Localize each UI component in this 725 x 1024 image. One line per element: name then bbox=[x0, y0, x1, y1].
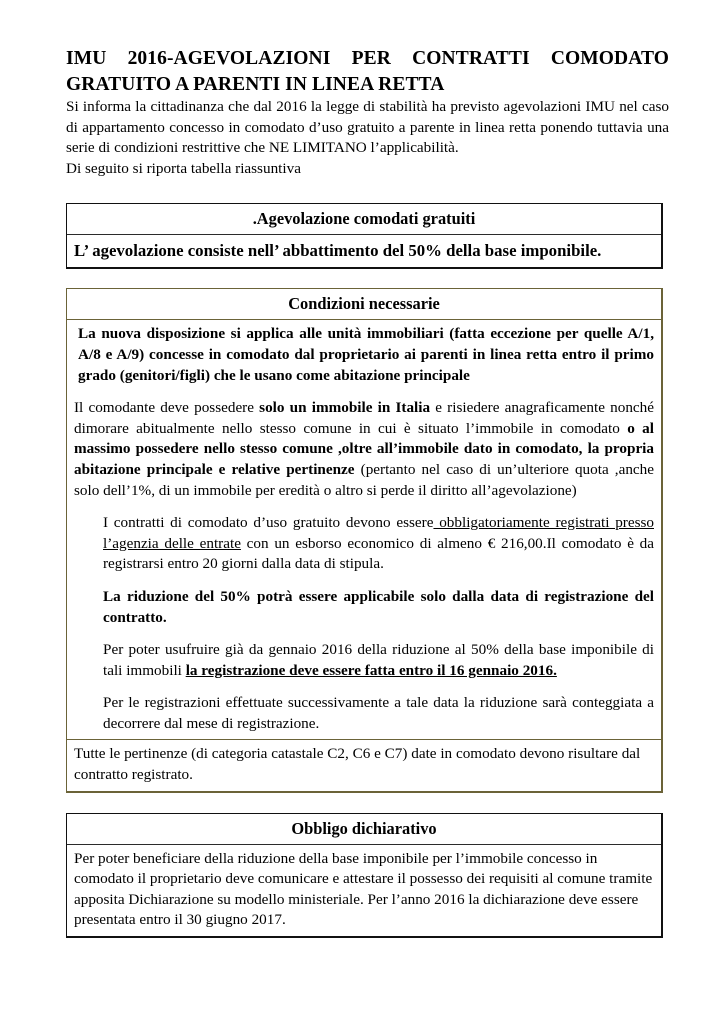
condizioni-body-cell bbox=[67, 319, 661, 739]
para3-segment-1: I contratti di comodato d’uso gratuito devono essere bbox=[103, 514, 434, 532]
table-row bbox=[67, 234, 661, 267]
obbligo-header-cell: Obbligo dichiarativo bbox=[67, 814, 661, 844]
table-obbligo-wrapper bbox=[66, 813, 669, 938]
condizioni-para-3 bbox=[103, 513, 654, 575]
table-row bbox=[67, 814, 661, 844]
table-row bbox=[67, 204, 661, 234]
table-agevolazione bbox=[66, 203, 663, 269]
para2-segment-1: Il comodante deve possedere bbox=[74, 399, 260, 417]
table-row bbox=[67, 844, 661, 936]
para5-bold-underline-1: la registrazione deve essere fatta entro il 16 gennaio 2016. bbox=[185, 661, 557, 679]
condizioni-para-4-text: La riduzione del 50% potrà essere applicabile solo dalla data di registrazione del contratto. bbox=[103, 587, 654, 626]
sub-intro-paragraph: Di seguito si riporta tabella riassuntiva bbox=[66, 159, 301, 177]
para3-underline-1: obbligatoriamente registrati presso l’agenzia delle entrate bbox=[103, 514, 654, 552]
page-title-line-2: GRATUITO A PARENTI IN LINEA RETTA bbox=[66, 73, 445, 95]
condizioni-para-6: Per le registrazioni effettuate successivamente a tale data la riduzione sarà conteggiata a decorrere dal mese di registrazione. bbox=[103, 694, 654, 732]
para2-segment-3: (pertanto nel caso di un’ulteriore quota ,anche solo dell’1%, di un immobile per eredità o altro si perde il diritto all’agevolazione) bbox=[74, 460, 655, 499]
para2-bold-2: o al massimo possedere nello stesso comune ,oltre all’immobile dato in comodato, la propria abitazione principale e relative pertinenze bbox=[74, 419, 654, 478]
intro-paragraph: Si informa la cittadinanza che dal 2016 la legge di stabilità ha previsto agevolazioni IMU nel caso di appartamento concesso in comodato d’uso gratuito a parente in linea retta ponendo tuttavia una serie di condizioni restrittive che NE LIMITANO l’applicabilità. bbox=[66, 98, 669, 157]
page-title bbox=[66, 46, 669, 97]
condizioni-para-2 bbox=[74, 398, 654, 501]
condizioni-para-1 bbox=[74, 324, 654, 386]
condizioni-para-1-text: La nuova disposizione si applica alle unità immobiliari (fatta eccezione per quelle A/1, A/8 e A/9) concesse in comodato dal proprietario ai parenti in linea retta entro il primo grado (genitori/figli) che le usano come abitazione principale bbox=[78, 325, 654, 384]
table-condizioni bbox=[66, 288, 663, 792]
table-row bbox=[67, 289, 661, 319]
condizioni-para-5 bbox=[103, 640, 654, 681]
agevolazione-statement-cell: L’ agevolazione consiste nell’ abbattimento del 50% della base imponibile. bbox=[67, 234, 661, 267]
condizioni-header-cell: Condizioni necessarie bbox=[67, 289, 661, 319]
table-condizioni-wrapper bbox=[66, 288, 669, 792]
table-row bbox=[67, 319, 661, 739]
para2-bold-1: solo un immobile in Italia bbox=[259, 399, 431, 417]
table-agevolazione-wrapper bbox=[66, 203, 669, 269]
page-title-line-1: IMU 2016-AGEVOLAZIONI PER CONTRATTI COMODATO bbox=[66, 48, 669, 69]
para2-segment-2: e risiedere anagraficamente nonché dimorare abitualmente nello stesso comune in cui è situato l’immobile in comodato bbox=[74, 399, 655, 437]
table-obbligo bbox=[66, 813, 663, 938]
para3-segment-2: con un esborso economico di almeno € 216,00.Il comodato è da registrarsi entro 20 giorni dalla data di stipula. bbox=[103, 534, 654, 573]
para5-segment-1: Per poter usufruire già da gennaio 2016 della riduzione al 50% della base imponibile di tali immobili bbox=[103, 641, 654, 679]
table-row bbox=[67, 739, 661, 790]
obbligo-body-cell: Per poter beneficiare della riduzione della base imponibile per l’immobile concesso in comodato il proprietario deve comunicare e attestare il possesso dei requisiti al comune tramite apposita Dichiarazione su modello ministeriale. Per l’anno 2016 la dichiarazione deve essere presentata entro il 30 giugno 2017. bbox=[67, 844, 661, 936]
condizioni-pertinenze-cell: Tutte le pertinenze (di categoria catastale C2, C6 e C7) date in comodato devono risultare dal contratto registrato. bbox=[67, 739, 661, 790]
condizioni-para-4 bbox=[103, 587, 654, 628]
agevolazione-header-cell: .Agevolazione comodati gratuiti bbox=[67, 204, 661, 234]
